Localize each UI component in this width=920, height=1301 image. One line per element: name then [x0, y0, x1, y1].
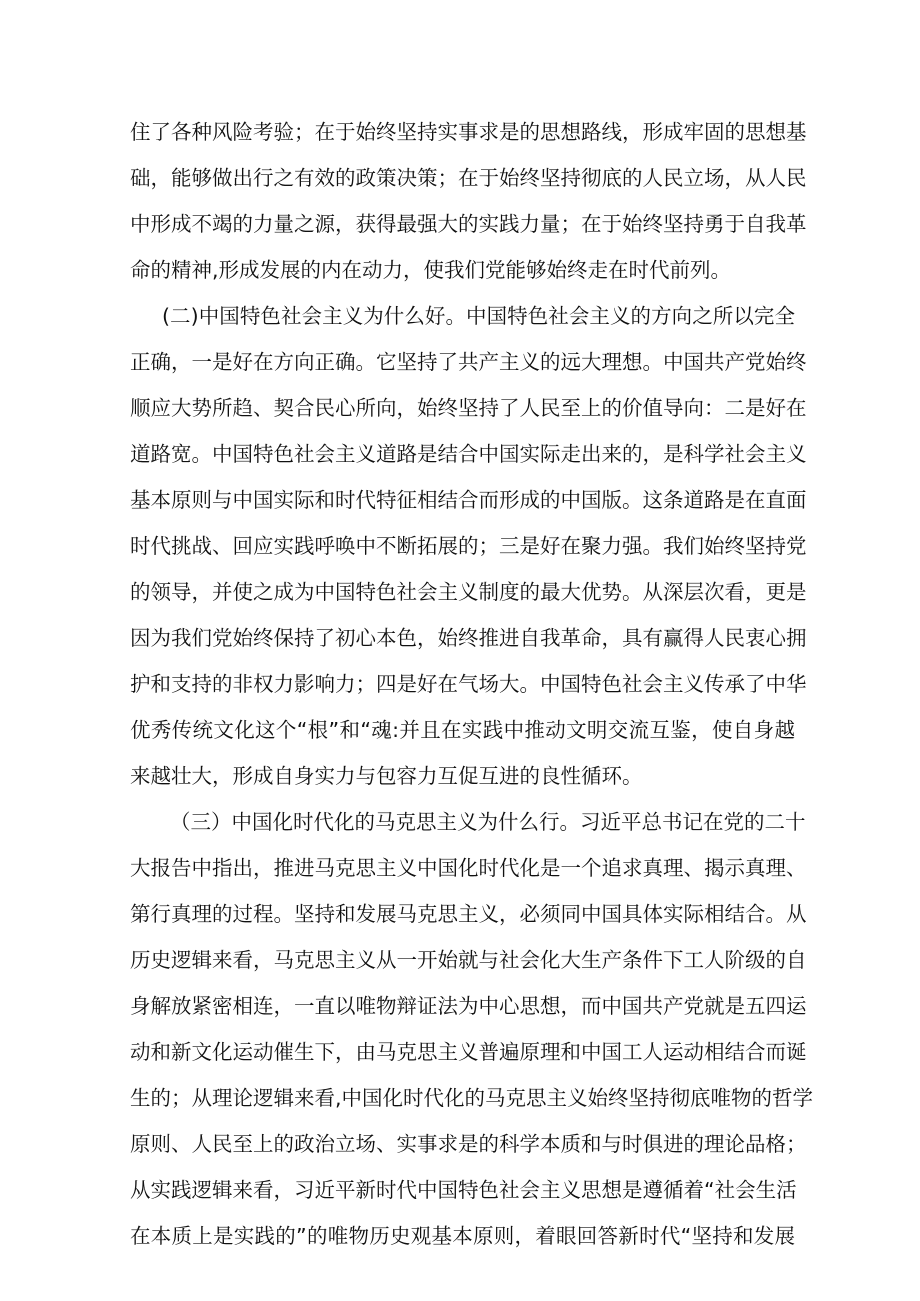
paragraph-line: 从实践逻辑来看，习近平新时代中国特色社会主义思想是遵循着“社会生活: [130, 1178, 797, 1202]
paragraph-line: 道路宽。中国特色社会主义道路是结合中国实际走出来的，是科学社会主义: [130, 442, 807, 466]
paragraph-line: 正确，一是好在方向正确。它坚持了共产主义的远大理想。中国共产党始终: [130, 350, 807, 374]
paragraph-line: 第行真理的过程。坚持和发展马克思主义，必须同中国具体实际相结合。从: [130, 902, 807, 926]
paragraph-line: 础，能够做出行之有效的政策决策；在于始终坚持彻底的人民立场，从人民: [130, 166, 807, 190]
paragraph-line: 原则、人民至上的政治立场、实事求是的科学本质和与时俱进的理论品格；: [130, 1132, 807, 1156]
paragraph-heading-line: （三）中国化时代化的马克思主义为什么行。习近平总书记在党的二十: [170, 810, 806, 834]
paragraph-line: 时代挑战、回应实践呼唤中不断拓展的；三是好在聚力强。我们始终坚持党: [130, 534, 807, 558]
paragraph-line: 住了各种风险考验；在于始终坚持实事求是的思想路线，形成牢固的思想基: [130, 120, 807, 144]
paragraph-line: 优秀传统文化这个“根”和“魂:并且在实践中推动文明交流互鉴，使自身越: [130, 718, 795, 742]
paragraph-line: 护和支持的非权力影响力；四是好在气场大。中国特色社会主义传承了中华: [130, 672, 807, 696]
paragraph-line: 在本质上是实践的”的唯物历史观基本原则，着眼回答新时代“坚持和发展: [130, 1224, 795, 1248]
paragraph-line: 来越壮大，形成自身实力与包容力互促互进的良性循环。: [130, 764, 643, 788]
paragraph-line: 的领导，并使之成为中国特色社会主义制度的最大优势。从深层次看，更是: [130, 580, 807, 604]
paragraph-line: 顺应大势所趋、契合民心所向，始终坚持了人民至上的价值导向：二是好在: [130, 396, 807, 420]
paragraph-line: 大报告中指出，推进马克思主义中国化时代化是一个追求真理、揭示真理、: [130, 856, 807, 880]
paragraph-line: 历史逻辑来看，马克思主义从一开始就与社会化大生产条件下工人阶级的自: [130, 948, 807, 972]
paragraph-line: 中形成不竭的力量之源，获得最强大的实践力量；在于始终坚持勇于自我革: [130, 212, 807, 236]
paragraph-line: 基本原则与中国实际和时代特征相结合而形成的中国版。这条道路是在直面: [130, 488, 807, 512]
paragraph-line: 因为我们党始终保持了初心本色，始终推进自我革命，具有赢得人民衷心拥: [130, 626, 807, 650]
paragraph-line: 动和新文化运动催生下，由马克思主义普遍原理和中国工人运动相结合而诞: [130, 1040, 807, 1064]
paragraph-line: 命的精神,形成发展的内在动力，使我们党能够始终走在时代前列。: [130, 258, 732, 282]
paragraph-line: 身解放紧密相连，一直以唯物辩证法为中心思想，而中国共产党就是五四运: [130, 994, 807, 1018]
paragraph-heading-line: (二)中国特色社会主义为什么好。中国特色社会主义的方向之所以完全: [162, 304, 795, 328]
paragraph-line: 生的；从理论逻辑来看,中国化时代化的马克思主义始终坚持彻底唯物的哲学: [130, 1086, 814, 1110]
